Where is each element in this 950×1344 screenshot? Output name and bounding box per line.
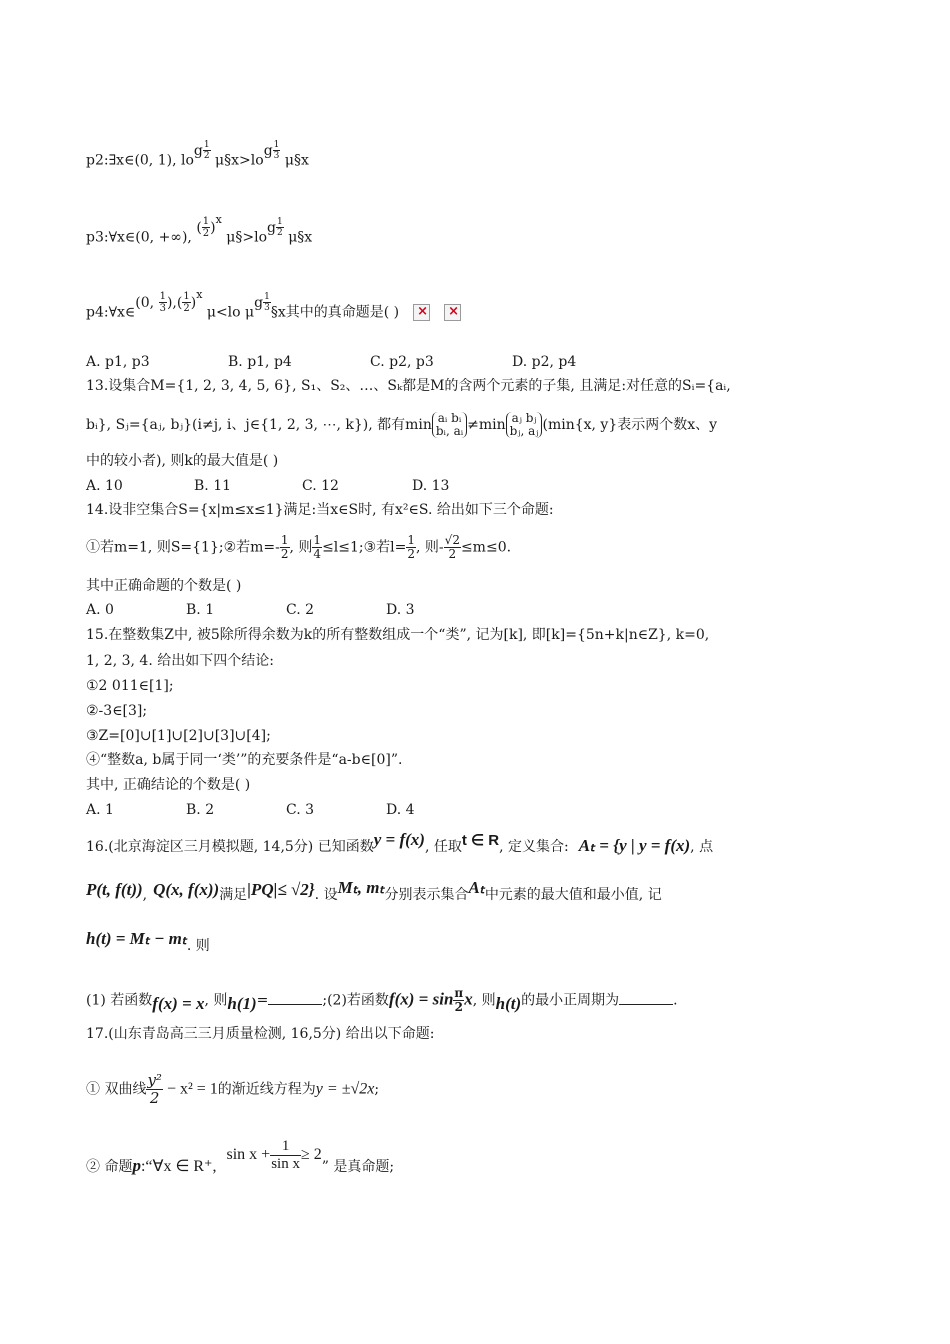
q17-text: 的渐近线方程为	[217, 1081, 316, 1098]
p2-mid: μ§x>lo	[210, 152, 264, 169]
set-at: Aₜ = {y | y = f(x)	[578, 836, 691, 855]
frac	[406, 534, 416, 561]
q15-item-3: ③Z=[0]∪[1]∪[2]∪[3]∪[4];	[86, 728, 271, 744]
frac	[280, 534, 290, 561]
log-base-label: g	[263, 142, 273, 159]
broken-image-icon	[413, 304, 430, 321]
q13-line2-a: bᵢ}, Sⱼ={aⱼ, bⱼ}(i≠j, i、j∈{1, 2, 3, ⋯, k}), 都有min	[86, 417, 432, 433]
frac-num: 1	[280, 533, 289, 547]
q13-line2-b: (min{x, y}表示两个数x、y	[542, 417, 718, 433]
frac-den: 3	[264, 303, 270, 313]
interval: (0, $\frac{1}{3}$ ),( $\frac{1}{2}$ )$^x$	[135, 287, 203, 314]
q14-line1: 14.设非空集合S={x|m≤x≤1}满足:当x∈S时, 有x²∈S. 给出如下三个命题:	[86, 502, 554, 518]
frac	[182, 291, 190, 314]
frac-num: 1	[407, 533, 416, 547]
q16-text: . 设	[314, 887, 338, 903]
q17-line1: 17.(山东青岛高三三月质量检测, 16,5分) 给出以下命题:	[86, 1026, 435, 1042]
frac-num: 1	[202, 216, 210, 227]
h-t-symbol: h(t)	[495, 993, 522, 1013]
pq-condition: |PQ|≤ √2}	[247, 880, 315, 899]
frac-den: 2	[454, 1000, 463, 1014]
frac	[276, 217, 284, 238]
log-base-label: g	[267, 219, 277, 236]
q17-text: ” 是真命题;	[321, 1159, 395, 1176]
frac	[159, 291, 167, 314]
p2-line	[86, 140, 309, 171]
exponent: x	[196, 287, 203, 301]
h1-symbol: h(1)	[227, 993, 257, 1013]
log-base-label: g	[193, 142, 203, 159]
p3-tail: μ§x	[283, 229, 313, 246]
matrix-bottom: bⱼ, aⱼ	[509, 424, 539, 438]
q16-text: (1) 若函数	[86, 992, 153, 1009]
q16-text: , 则	[204, 992, 228, 1009]
min-matrix-2	[506, 412, 543, 438]
t-in-r: t ∈ R	[461, 832, 500, 849]
q17-text: ① 双曲线	[86, 1081, 147, 1098]
q16-text: 满足	[219, 887, 248, 903]
q15-line-end: 其中, 正确结论的个数是( )	[86, 777, 251, 793]
p4-mid: μ<lo μ	[202, 304, 255, 321]
option-a: A. 0	[86, 602, 114, 618]
max-min-symbols: Mₜ, mₜ	[337, 878, 385, 897]
function-sin: f(x) = sin	[388, 989, 454, 1009]
q16-line2	[86, 878, 662, 905]
frac-den: 2	[448, 547, 457, 561]
q17-text: ;	[374, 1081, 380, 1098]
p4-tail: §x其中的真命题是( )	[270, 304, 400, 321]
q14-mid2: ≤l≤1;③若l=	[322, 539, 407, 556]
frac	[273, 140, 281, 161]
option-d: D. 3	[386, 602, 415, 618]
power-expr: ( $\frac{1}{2}$ )$^x$	[196, 212, 222, 239]
frac-den: 2	[277, 228, 283, 238]
geq-2: ≥ 2	[300, 1146, 322, 1164]
frac	[453, 987, 464, 1014]
option-a: A. 1	[86, 802, 114, 818]
p2-tail: μ§x	[280, 152, 309, 169]
q15-item-4: ④“整数a, b属于同一‘类’”的充要条件是“a-b∈[0]”.	[86, 752, 403, 768]
asymptote: y = ±√2x	[315, 1080, 375, 1098]
frac-num: 1	[203, 140, 210, 150]
sin-inequality	[226, 1138, 322, 1172]
h-definition: h(t) = Mₜ − mₜ	[86, 929, 187, 948]
q16-line1	[86, 830, 714, 857]
log-base	[193, 140, 211, 161]
q14-mid3: , 则-	[416, 539, 444, 556]
frac-den: 2	[407, 547, 416, 561]
matrix-top: aⱼ bⱼ	[511, 411, 537, 425]
q17-item-2	[86, 1138, 395, 1185]
q16-text: ;(2)若函数	[322, 992, 389, 1009]
q16-text: 中元素的最大值和最小值, 记	[484, 887, 662, 903]
frac-num: 1	[264, 292, 270, 302]
frac	[312, 534, 322, 561]
option-b: B. 11	[194, 478, 232, 494]
log-base	[254, 292, 271, 313]
q14-line2-a: ①若m=1, 则S={1};②若m=-	[86, 539, 280, 556]
option-b: B. 2	[186, 802, 215, 818]
option-b: B. p1, p4	[228, 354, 292, 370]
frac-den: 3	[273, 151, 280, 161]
q16-text: =	[256, 992, 269, 1009]
q15-line1: 15.在整数集Z中, 被5除所得余数为k的所有整数组成一个“类”, 记为[k], 即[k]={5n+k|n∈Z}, k=0,	[86, 627, 710, 643]
frac-num: 1	[313, 533, 322, 547]
p3-mid: μ§>lo	[221, 229, 268, 246]
q16-text: . 则	[186, 938, 210, 954]
frac-den: 2	[280, 547, 289, 561]
option-d: D. 4	[386, 802, 415, 818]
set-at-symbol: Aₜ	[468, 878, 485, 897]
separator: ,	[172, 294, 177, 311]
interval-open: (0,	[135, 294, 159, 311]
frac-den: 2	[149, 1089, 160, 1107]
q16-text: , 任取	[424, 839, 462, 855]
log-base	[267, 217, 284, 238]
frac-num: 1	[159, 291, 166, 302]
p2-text: p2:∃x∈(0, 1), lo	[86, 152, 194, 169]
exponent: x	[215, 212, 222, 226]
frac-den: 2	[203, 151, 210, 161]
sin-part: sin x +	[226, 1146, 271, 1164]
min-matrix-1	[432, 412, 467, 438]
var-x: x	[464, 989, 473, 1009]
frac-den: 2	[202, 228, 210, 239]
comma: ,	[142, 887, 148, 903]
option-c: C. p2, p3	[370, 354, 434, 370]
frac-num: π	[454, 986, 464, 1000]
p4-text: p4:∀x∈	[86, 304, 136, 321]
option-d: D. p2, p4	[512, 354, 577, 370]
option-c: C. 2	[286, 602, 315, 618]
q17-text: :“∀x ∈ R⁺,	[140, 1158, 217, 1176]
q16-text: , 点	[690, 839, 714, 855]
q16-line3	[86, 929, 210, 956]
q15-line2: 1, 2, 3, 4. 给出如下四个结论:	[86, 653, 274, 669]
option-c: C. 3	[286, 802, 315, 818]
option-b: B. 1	[186, 602, 215, 618]
hyperbola-rest: − x² = 1	[162, 1080, 218, 1098]
frac	[444, 534, 461, 561]
frac	[202, 216, 210, 239]
frac	[203, 140, 211, 161]
q15-item-2: ②-3∈[3];	[86, 703, 148, 719]
interval-close: )	[166, 294, 173, 311]
q14-mid1: , 则	[289, 539, 313, 556]
answer-blank-1[interactable]	[268, 1004, 322, 1005]
frac	[146, 1072, 163, 1107]
q16-text: , 则	[472, 992, 496, 1009]
option-c: C. 12	[302, 478, 339, 494]
frac-den: 2	[183, 303, 190, 314]
option-a: A. 10	[86, 478, 123, 494]
q14-line2	[86, 534, 511, 561]
frac-den: sin x	[271, 1156, 300, 1172]
answer-blank-2[interactable]	[619, 1004, 673, 1005]
q16-text: 的最小正周期为	[521, 992, 620, 1009]
prop-p: p	[132, 1156, 141, 1176]
q16-parts	[86, 987, 678, 1014]
frac-den: 4	[313, 547, 322, 561]
not-equal-min: ≠min	[467, 417, 506, 433]
matrix-top: aᵢ bᵢ	[437, 411, 462, 425]
frac	[270, 1138, 301, 1173]
p3-text: p3:∀x∈(0, +∞),	[86, 229, 197, 246]
q14-line3: 其中正确命题的个数是( )	[86, 578, 242, 594]
frac-num: 1	[273, 140, 280, 150]
frac-den: 3	[159, 303, 166, 314]
q14-end: ≤m≤0.	[460, 539, 512, 556]
q17-text: ② 命题	[86, 1159, 133, 1176]
q16-text: , 定义集合:	[499, 839, 569, 855]
q13-line3: 中的较小者), 则k的最大值是( )	[86, 453, 279, 469]
frac-num: y²	[147, 1071, 162, 1089]
log-base-label: g	[254, 294, 264, 311]
function-def: y = f(x)	[373, 830, 425, 849]
matrix-bottom: bᵢ, aᵢ	[435, 424, 464, 438]
q16-text: 16.(北京海淀区三月模拟题, 14,5分) 已知函数	[86, 839, 374, 855]
frac-num: √2	[444, 533, 460, 547]
frac-num: 1	[183, 291, 190, 302]
p4-line	[86, 287, 461, 324]
frac-num: 1	[277, 217, 283, 227]
option-a: A. p1, p3	[86, 354, 150, 370]
q16-text: 分别表示集合	[384, 887, 469, 903]
q13-line1: 13.设集合M={1, 2, 3, 4, 5, 6}, S₁、S₂、…、Sₖ都是M的含两个元素的子集, 且满足:对任意的Sᵢ={aᵢ,	[86, 378, 731, 394]
frac-num: 1	[270, 1138, 301, 1156]
q15-item-1: ①2 011∈[1];	[86, 678, 174, 694]
log-base	[263, 140, 281, 161]
q16-text: .	[673, 992, 678, 1009]
q17-item-1	[86, 1072, 379, 1107]
frac	[263, 292, 271, 313]
broken-image-icon	[444, 304, 461, 321]
point-q: Q(x, f(x))	[153, 880, 220, 899]
function-fx: f(x) = x	[152, 993, 205, 1013]
option-d: D. 13	[412, 478, 450, 494]
p3-line	[86, 212, 313, 249]
point-p: P(t, f(t))	[86, 880, 143, 899]
q13-line2	[86, 412, 717, 438]
